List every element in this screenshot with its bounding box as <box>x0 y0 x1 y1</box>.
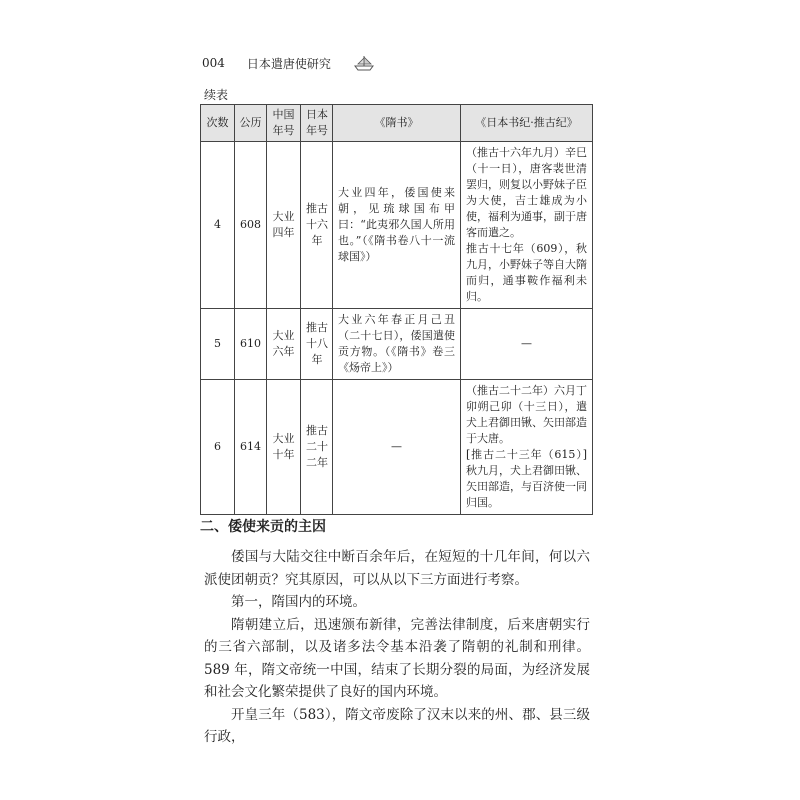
table-row <box>201 309 593 380</box>
cell-japan-era: 推古二十二年 <box>301 380 333 515</box>
cell-china-era: 大业六年 <box>267 309 301 380</box>
cell-year: 608 <box>235 142 267 309</box>
header-sui: 《隋书》 <box>333 105 461 142</box>
continued-table-label: 续表 <box>204 88 229 102</box>
nihon-entry: （推古二十二年）六月丁卯朔己卯（十三日），遣犬上君御田锹、矢田部造于大唐。 <box>466 384 587 445</box>
cell-year: 610 <box>235 309 267 380</box>
paragraph: 开皇三年（583），隋文帝废除了汉末以来的州、郡、县三级行政， <box>204 706 590 745</box>
cell-nihon <box>461 309 593 380</box>
envoy-table <box>200 104 593 515</box>
cell-sui: 大业四年，倭国使来朝，见琉球国布甲曰：“此夷邪久国人所用也。”（《隋书卷八十一流球国》） <box>333 142 461 309</box>
paragraph: 倭国与大陆交往中断百余年后，在短短的十几年间，何以六派使团朝贡？究其原因，可以从以下三方面进行考察。 <box>204 549 590 588</box>
page-number: 004 <box>202 56 225 70</box>
nihon-entry: — <box>521 337 532 350</box>
table-header-row <box>201 105 593 142</box>
nihon-entry: 推古十七年（609），秋九月，小野妹子等自大隋而归，通事鞍作福利未归。 <box>466 242 587 303</box>
ship-icon <box>353 54 375 72</box>
table-row <box>201 380 593 515</box>
cell-nihon <box>461 380 593 515</box>
nihon-entry: [推古二十三年（615）]秋九月，犬上君御田锹、矢田部造，与百济使一同归国。 <box>466 448 587 509</box>
cell-sui: 大业六年春正月己丑（二十七日），倭国遣使贡方物。（《隋书》卷三《炀帝上》） <box>333 309 461 380</box>
cell-japan-era: 推古十八年 <box>301 309 333 380</box>
cell-japan-era: 推古十六年 <box>301 142 333 309</box>
paragraph: 第一，隋国内的环境。 <box>231 594 366 610</box>
header-count: 次数 <box>201 105 235 142</box>
body-text <box>204 546 590 749</box>
cell-china-era: 大业四年 <box>267 142 301 309</box>
table-row <box>201 142 593 309</box>
nihon-entry: （推古十六年九月）辛巳（十一日），唐客裴世清罢归，则复以小野妹子臣为大使，吉士雄成为小使，福利为通事，副于唐客而遣之。 <box>466 146 587 239</box>
cell-year: 614 <box>235 380 267 515</box>
header-year: 公历 <box>235 105 267 142</box>
running-header <box>202 48 632 78</box>
cell-china-era: 大业十年 <box>267 380 301 515</box>
book-title: 日本遣唐使研究 <box>246 56 331 71</box>
cell-count: 4 <box>201 142 235 309</box>
cell-count: 5 <box>201 309 235 380</box>
cell-nihon <box>461 142 593 309</box>
cell-sui: — <box>333 380 461 515</box>
header-china-era: 中国年号 <box>267 105 301 142</box>
paragraph: 隋朝建立后，迅速颁布新律，完善法律制度，后来唐朝实行的三省六部制，以及诸多法令基本沿袭了隋朝的礼制和刑律。589 年，隋文帝统一中国，结束了长期分裂的局面，为经济发展和社会文化繁荣提供了良好的国内环境。 <box>204 616 590 700</box>
header-japan-era: 日本年号 <box>301 105 333 142</box>
header-nihon: 《日本书纪·推古纪》 <box>461 105 593 142</box>
cell-count: 6 <box>201 380 235 515</box>
section-heading: 二、倭使来贡的主因 <box>200 519 326 535</box>
